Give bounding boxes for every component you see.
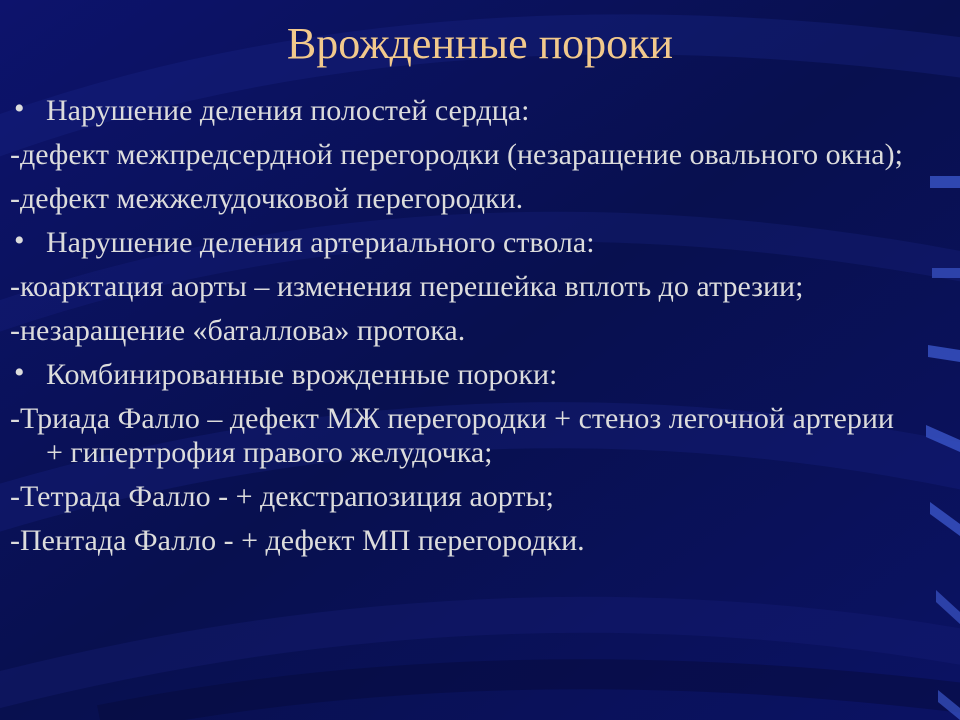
sub-item: -Тетрада Фалло - + декстрапозиция аорты; xyxy=(10,480,554,513)
sub-item: -Триада Фалло – дефект МЖ перегородки + стеноз легочной артерии + гипертрофия правого желудочка; xyxy=(10,402,894,469)
bullet-text: Комбинированные врожденные пороки: xyxy=(46,358,558,391)
bullet-dot: • xyxy=(14,92,25,125)
sub-item: -незаращение «баталлова» протока. xyxy=(10,314,466,347)
bullet-dot: • xyxy=(14,356,25,389)
edge-dash xyxy=(930,176,960,188)
sub-item: -дефект межпредсердной перегородки (незаращение овального окна); xyxy=(10,138,903,171)
bullet-text: Нарушение деления артериального ствола: xyxy=(46,226,595,259)
bullet-item xyxy=(10,94,910,138)
sub-item: -коарктация аорты – изменения перешейка вплоть до атрезии; xyxy=(10,270,804,303)
bullet-item xyxy=(10,226,910,270)
slide-title: Врожденные пороки xyxy=(286,19,674,68)
bullet-item xyxy=(10,358,910,402)
sub-item: -Пентада Фалло - + дефект МП перегородки. xyxy=(10,524,585,557)
bullet-dot: • xyxy=(14,224,25,257)
slide-content xyxy=(10,94,910,568)
sub-item: -дефект межжелудочковой перегородки. xyxy=(10,182,524,215)
edge-dash xyxy=(932,268,960,278)
bullet-text: Нарушение деления полостей сердца: xyxy=(46,94,530,127)
